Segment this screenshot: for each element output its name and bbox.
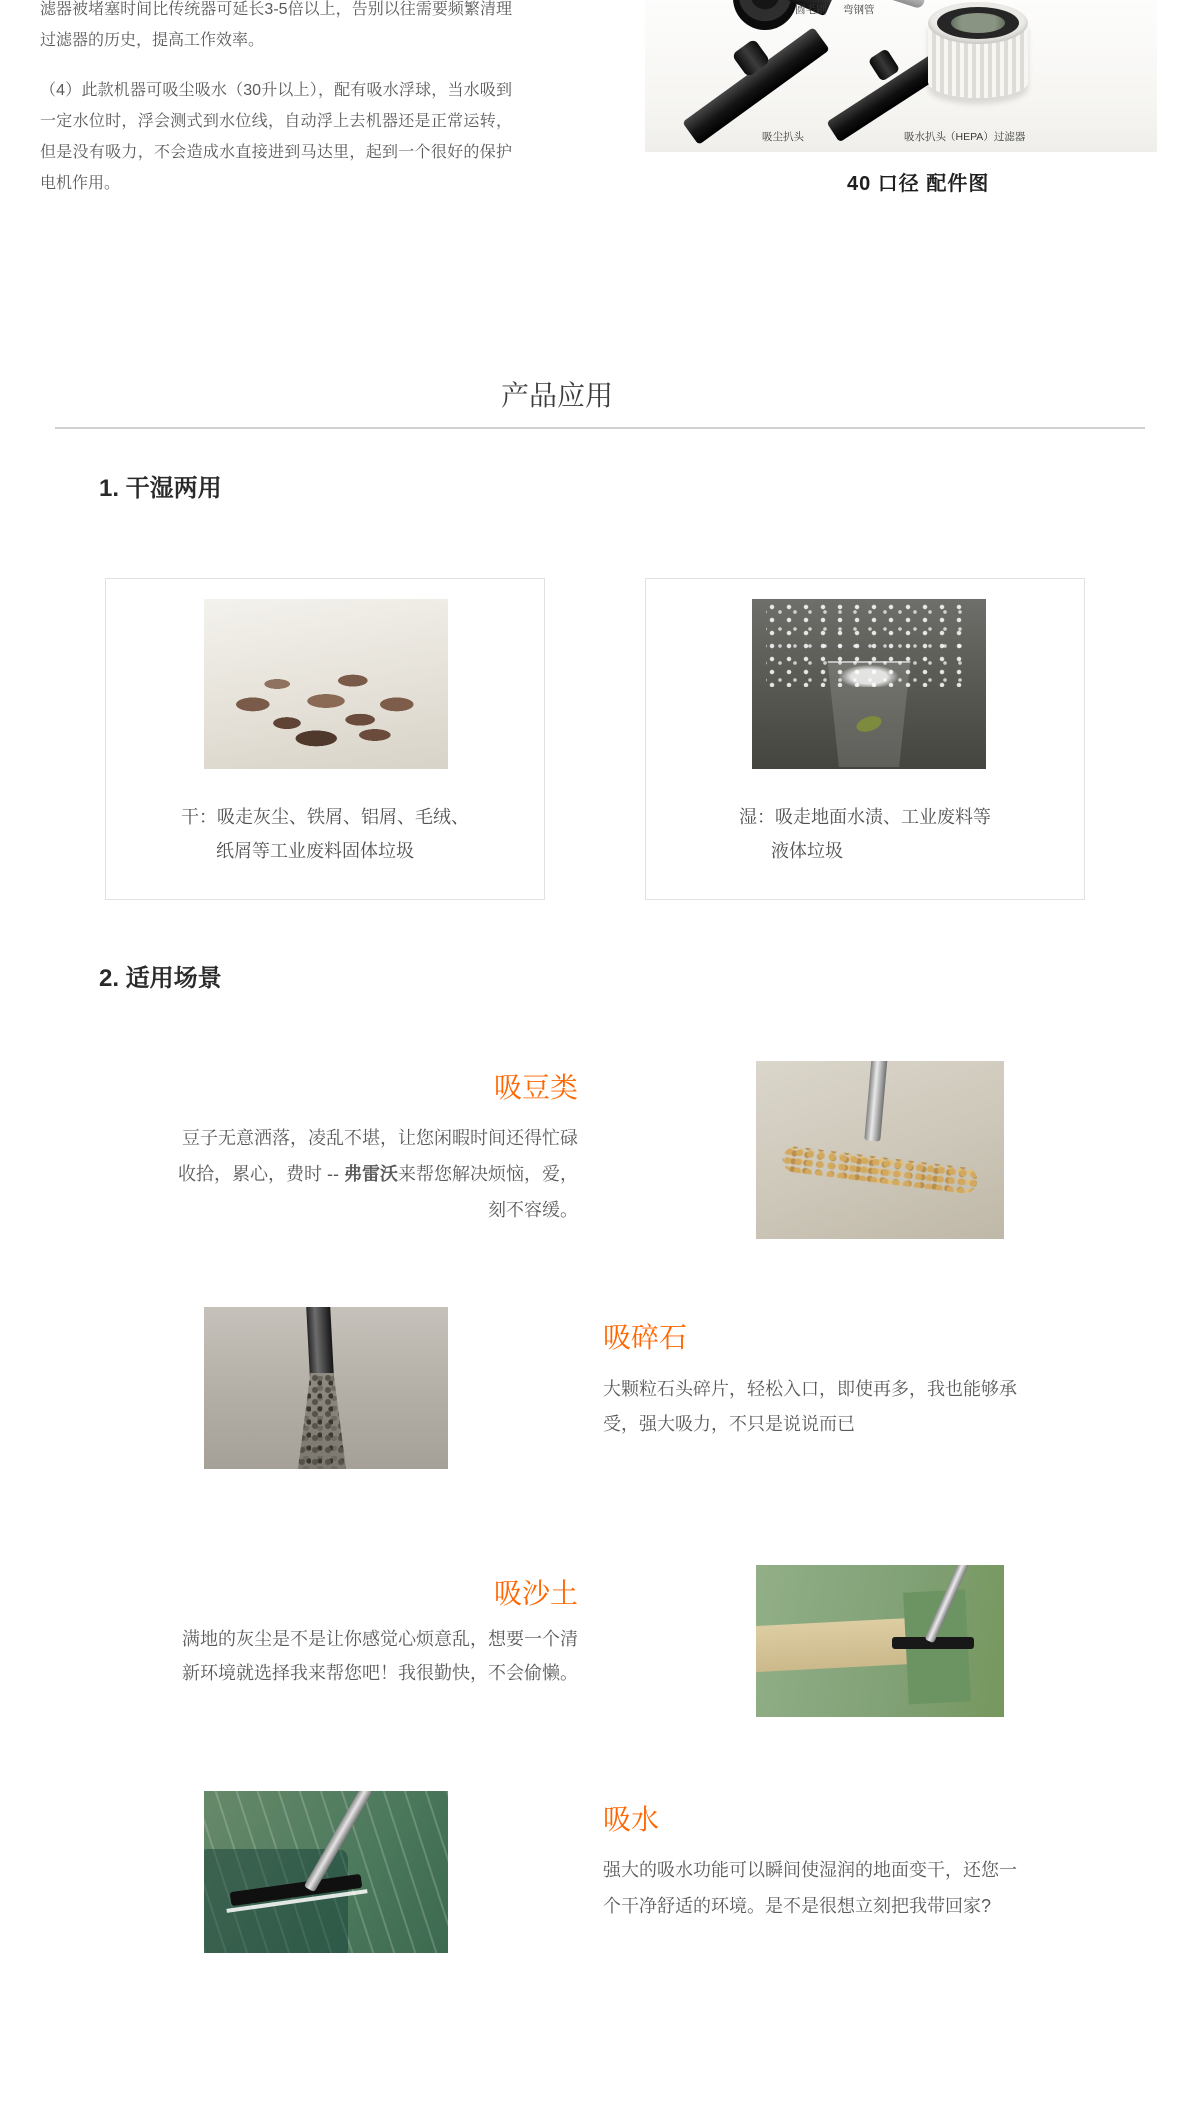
bent-tube-label: 弯钢管 bbox=[843, 4, 875, 16]
section-title-application: 产品应用 bbox=[500, 380, 613, 411]
gravel-trail-graphic bbox=[298, 1373, 346, 1469]
scenario-beans-text bbox=[168, 1120, 578, 1228]
scenario-water-title: 吸水 bbox=[603, 1804, 660, 1835]
intro-paragraph-2: （4）此款机器可吸尘吸水（30升以上），配有吸水浮球，当水吸到一定水位时，浮会测式到水位线，自动浮上去机器还是正常运转，但是没有吸力，不会造成水直接进到马达里，起到一个很好的保护电机作用。 bbox=[40, 82, 512, 192]
section-divider bbox=[55, 427, 1145, 429]
vacuum-tube-graphic bbox=[864, 1061, 887, 1142]
bent-tube-graphic bbox=[880, 0, 926, 9]
gravel-photo bbox=[204, 1307, 448, 1469]
dry-use-card bbox=[105, 578, 545, 900]
accessories-photo bbox=[645, 0, 1157, 152]
wet-use-card bbox=[645, 578, 1085, 900]
scenario-gravel-title: 吸碎石 bbox=[603, 1322, 688, 1353]
water-photo bbox=[204, 1791, 448, 1953]
intro-paragraph-1: 滤器被堵塞时间比传统器可延长3-5倍以上，告别以往需要频繁清理过滤器的历史，提高工作效率。 bbox=[40, 1, 512, 49]
hepa-filter-mesh bbox=[951, 13, 1005, 33]
hepa-filter-label: （HEPA）过滤器 bbox=[945, 131, 1026, 143]
scenario-sand-title: 吸沙土 bbox=[493, 1578, 578, 1609]
heading-scenarios: 2. 适用场景 bbox=[99, 965, 222, 992]
wet-caption-line1: 湿：吸走地面水渍、工业废料等 bbox=[739, 807, 991, 827]
vacuum-tube-graphic bbox=[306, 1307, 334, 1382]
water-splash-photo bbox=[752, 599, 986, 769]
dry-caption-line2: 纸屑等工业废料固体垃圾 bbox=[216, 841, 414, 861]
dust-head-label: 吸尘扒头 bbox=[762, 131, 804, 143]
round-brush-graphic bbox=[733, 0, 797, 30]
wet-caption-line2: 液体垃圾 bbox=[771, 841, 843, 861]
scenario-gravel-text: 大颗粒石头碎片，轻松入口，即使再多，我也能够承受，强大吸力，不只是说说而已 bbox=[603, 1379, 1017, 1434]
wood-chips-photo bbox=[204, 599, 448, 769]
sand-photo bbox=[756, 1565, 1004, 1717]
beans-photo bbox=[756, 1061, 1004, 1239]
scenario-beans-title: 吸豆类 bbox=[493, 1072, 578, 1103]
brand-name: 弗雷沃 bbox=[344, 1164, 398, 1184]
scenario-beans-text-start: 豆子无意洒落，凌乱不堪，让您闲暇时间还得忙碌收拾，累心，费时 -- bbox=[178, 1128, 578, 1184]
heading-dry-wet: 1. 干湿两用 bbox=[99, 475, 222, 502]
round-brush-label: 圆毛刷 bbox=[795, 4, 827, 16]
water-head-label: 吸水扒头 bbox=[904, 131, 946, 143]
scenario-water-text: 强大的吸水功能可以瞬间使湿润的地面变干，还您一个干净舒适的环境。是不是很想立刻把我带回家? bbox=[603, 1860, 1017, 1916]
splash-graphic bbox=[766, 601, 972, 687]
accessories-caption: 40 口径 配件图 bbox=[847, 173, 990, 195]
dry-caption-line1: 干：吸走灰尘、铁屑、铝屑、毛绒、 bbox=[181, 807, 469, 827]
scenario-beans-text-end: 来帮您解决烦恼，爱，刻不容缓。 bbox=[398, 1164, 578, 1220]
hepa-filter-graphic bbox=[928, 2, 1028, 114]
beans-trail-graphic bbox=[781, 1145, 979, 1195]
scenario-sand-text: 满地的灰尘是不是让你感觉心烦意乱，想要一个清新环境就选择我来帮您吧！我很勤快，不会偷懒。 bbox=[182, 1629, 578, 1683]
